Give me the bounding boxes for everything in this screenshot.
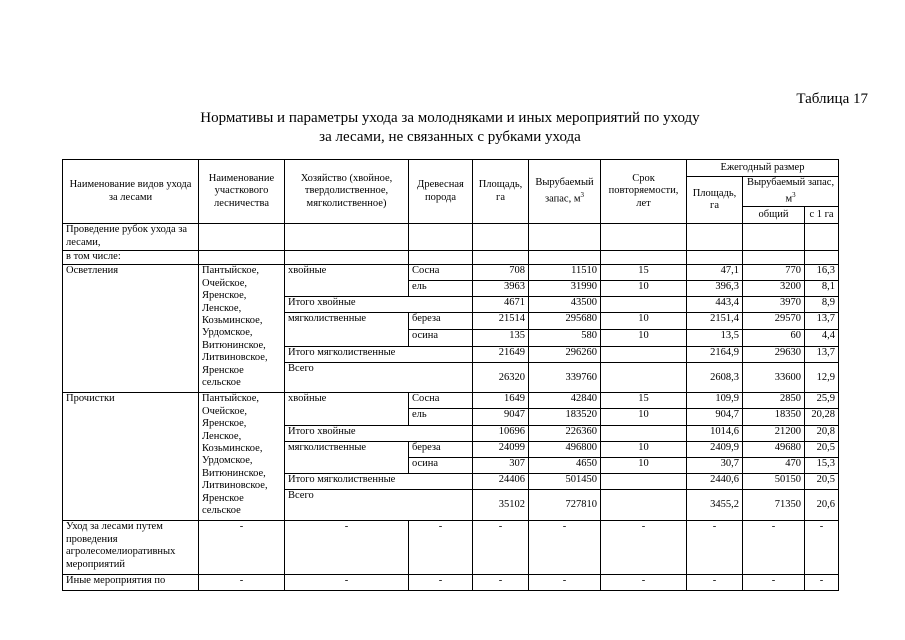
annual-total-cell: 29630 — [743, 347, 805, 363]
norms-table — [62, 159, 839, 591]
dash-cell: - — [529, 575, 601, 591]
dash-cell: - — [743, 575, 805, 591]
period-cell: 10 — [601, 281, 687, 297]
dash-cell: - — [601, 521, 687, 575]
dash-cell: - — [805, 575, 839, 591]
table-row — [63, 265, 839, 281]
dash-cell: - — [687, 575, 743, 591]
header-district: Наименование участкового лесничества — [199, 160, 285, 224]
stock-cell: 43500 — [529, 297, 601, 313]
annual-total-cell: 60 — [743, 330, 805, 347]
species-cell: ель — [409, 281, 473, 297]
title-line-2: за лесами, не связанных с рубками ухода — [319, 129, 581, 145]
header-period: Срок повторяемости, лет — [601, 160, 687, 224]
table-row — [63, 521, 839, 575]
annual-per-ha-cell: 13,7 — [805, 347, 839, 363]
stock-cell: 11510 — [529, 265, 601, 281]
header-per-ha: с 1 га — [805, 207, 839, 224]
annual-area-cell: 2164,9 — [687, 347, 743, 363]
care-type-cell: Уход за лесами путем проведения агролесомелиоративных мероприятий — [63, 521, 199, 575]
dash-cell: - — [743, 521, 805, 575]
period-cell: 10 — [601, 458, 687, 474]
annual-per-ha-cell: 13,7 — [805, 313, 839, 330]
dash-cell: - — [199, 521, 285, 575]
stock-cell: 580 — [529, 330, 601, 347]
period-cell: 15 — [601, 265, 687, 281]
subtotal-label: Итого мягколиственные — [285, 474, 473, 490]
total-label: Всего — [285, 363, 473, 393]
header-care-type: Наименование видов ухода за лесами — [63, 160, 199, 224]
title-line-1: Нормативы и параметры ухода за молодняками и иных мероприятий по уходу — [200, 110, 700, 126]
area-cell: 24406 — [473, 474, 529, 490]
header-total: общий — [743, 207, 805, 224]
stock-cell: 42840 — [529, 393, 601, 409]
header-stock: Вырубаемый запас, $м^3$ — [529, 160, 601, 224]
district-cell: Пантыйское, Очейское, Яренское, Ленское, Козьминское, Урдомское, Витюнинское, Литвиновское, Яренское сельское — [199, 393, 285, 521]
annual-per-ha-cell: 20,5 — [805, 442, 839, 458]
area-cell: 9047 — [473, 409, 529, 426]
annual-per-ha-cell: 12,9 — [805, 363, 839, 393]
dash-cell: - — [473, 575, 529, 591]
annual-per-ha-cell: 8,9 — [805, 297, 839, 313]
annual-per-ha-cell: 20,5 — [805, 474, 839, 490]
annual-total-cell: 770 — [743, 265, 805, 281]
annual-total-cell: 470 — [743, 458, 805, 474]
species-cell: ель — [409, 409, 473, 426]
annual-area-cell: 443,4 — [687, 297, 743, 313]
annual-per-ha-cell: 20,28 — [805, 409, 839, 426]
annual-total-cell: 33600 — [743, 363, 805, 393]
annual-total-cell: 29570 — [743, 313, 805, 330]
annual-total-cell: 71350 — [743, 490, 805, 521]
area-cell: 307 — [473, 458, 529, 474]
header-annual-stock: Вырубаемый запас, $м^3$ — [743, 177, 839, 207]
economy-cell: хвойные — [285, 265, 409, 297]
dash-cell: - — [529, 521, 601, 575]
annual-per-ha-cell: 8,1 — [805, 281, 839, 297]
dash-cell: - — [409, 521, 473, 575]
annual-area-cell: 109,9 — [687, 393, 743, 409]
economy-cell: мягколиственные — [285, 442, 409, 474]
care-type-cell: Иные мероприятия по — [63, 575, 199, 591]
period-cell: 10 — [601, 409, 687, 426]
annual-area-cell: 904,7 — [687, 409, 743, 426]
header-species: Древесная порода — [409, 160, 473, 224]
annual-area-cell: 2608,3 — [687, 363, 743, 393]
header-economy: Хозяйство (хвойное, твердолиственное, мягколиственное) — [285, 160, 409, 224]
period-cell: 15 — [601, 393, 687, 409]
stock-cell: 339760 — [529, 363, 601, 393]
stock-cell: 296260 — [529, 347, 601, 363]
annual-total-cell: 18350 — [743, 409, 805, 426]
area-cell: 1649 — [473, 393, 529, 409]
care-type-cell: Прочистки — [63, 393, 199, 521]
table-row — [63, 393, 839, 409]
area-cell: 21514 — [473, 313, 529, 330]
species-cell: береза — [409, 313, 473, 330]
annual-total-cell: 49680 — [743, 442, 805, 458]
header-area: Площадь, га — [473, 160, 529, 224]
care-type-cell: Осветления — [63, 265, 199, 393]
annual-total-cell: 50150 — [743, 474, 805, 490]
economy-cell: хвойные — [285, 393, 409, 426]
area-cell: 26320 — [473, 363, 529, 393]
annual-area-cell: 3455,2 — [687, 490, 743, 521]
annual-total-cell: 3200 — [743, 281, 805, 297]
header-annual-area: Площадь, га — [687, 177, 743, 224]
dash-cell: - — [601, 575, 687, 591]
annual-per-ha-cell: 20,6 — [805, 490, 839, 521]
area-cell: 21649 — [473, 347, 529, 363]
annual-per-ha-cell: 20,8 — [805, 426, 839, 442]
stock-cell: 31990 — [529, 281, 601, 297]
annual-per-ha-cell: 25,9 — [805, 393, 839, 409]
stock-cell: 183520 — [529, 409, 601, 426]
stock-cell: 501450 — [529, 474, 601, 490]
annual-area-cell: 2151,4 — [687, 313, 743, 330]
stock-cell: 295680 — [529, 313, 601, 330]
annual-area-cell: 47,1 — [687, 265, 743, 281]
stock-cell: 226360 — [529, 426, 601, 442]
subtotal-label: Итого мягколиственные — [285, 347, 473, 363]
species-cell: осина — [409, 458, 473, 474]
dash-cell: - — [805, 521, 839, 575]
area-cell: 3963 — [473, 281, 529, 297]
annual-total-cell: 21200 — [743, 426, 805, 442]
header-annual: Ежегодный размер — [687, 160, 839, 177]
dash-cell: - — [285, 521, 409, 575]
table-number: Таблица 17 — [796, 91, 868, 107]
annual-area-cell: 1014,6 — [687, 426, 743, 442]
period-cell: 10 — [601, 442, 687, 458]
period-cell: 10 — [601, 313, 687, 330]
period-cell: 10 — [601, 330, 687, 347]
species-cell: осина — [409, 330, 473, 347]
annual-total-cell: 2850 — [743, 393, 805, 409]
species-cell: Сосна — [409, 265, 473, 281]
table-row — [63, 224, 839, 251]
dash-cell: - — [687, 521, 743, 575]
annual-per-ha-cell: 15,3 — [805, 458, 839, 474]
dash-cell: - — [473, 521, 529, 575]
area-cell: 10696 — [473, 426, 529, 442]
area-cell: 35102 — [473, 490, 529, 521]
annual-area-cell: 396,3 — [687, 281, 743, 297]
area-cell: 24099 — [473, 442, 529, 458]
table-title — [160, 109, 740, 147]
stock-cell: 4650 — [529, 458, 601, 474]
area-cell: 135 — [473, 330, 529, 347]
annual-area-cell: 2409,9 — [687, 442, 743, 458]
dash-cell: - — [409, 575, 473, 591]
table-row — [63, 251, 839, 265]
economy-cell: мягколиственные — [285, 313, 409, 347]
area-cell: 708 — [473, 265, 529, 281]
annual-area-cell: 30,7 — [687, 458, 743, 474]
subtotal-label: Итого хвойные — [285, 297, 473, 313]
area-cell: 4671 — [473, 297, 529, 313]
species-cell: береза — [409, 442, 473, 458]
dash-cell: - — [199, 575, 285, 591]
table-row — [63, 575, 839, 591]
annual-per-ha-cell: 16,3 — [805, 265, 839, 281]
stock-cell: 727810 — [529, 490, 601, 521]
intro-cell: Проведение рубок ухода за лесами, — [63, 224, 199, 251]
annual-total-cell: 3970 — [743, 297, 805, 313]
subtotal-label: Итого хвойные — [285, 426, 473, 442]
district-cell: Пантыйское, Очейское, Яренское, Ленское, Козьминское, Урдомское, Витюнинское, Литвиновское, Яренское сельское — [199, 265, 285, 393]
dash-cell: - — [285, 575, 409, 591]
annual-area-cell: 13,5 — [687, 330, 743, 347]
total-label: Всего — [285, 490, 473, 521]
intro-cell: в том числе: — [63, 251, 199, 265]
species-cell: Сосна — [409, 393, 473, 409]
stock-cell: 496800 — [529, 442, 601, 458]
annual-per-ha-cell: 4,4 — [805, 330, 839, 347]
annual-area-cell: 2440,6 — [687, 474, 743, 490]
